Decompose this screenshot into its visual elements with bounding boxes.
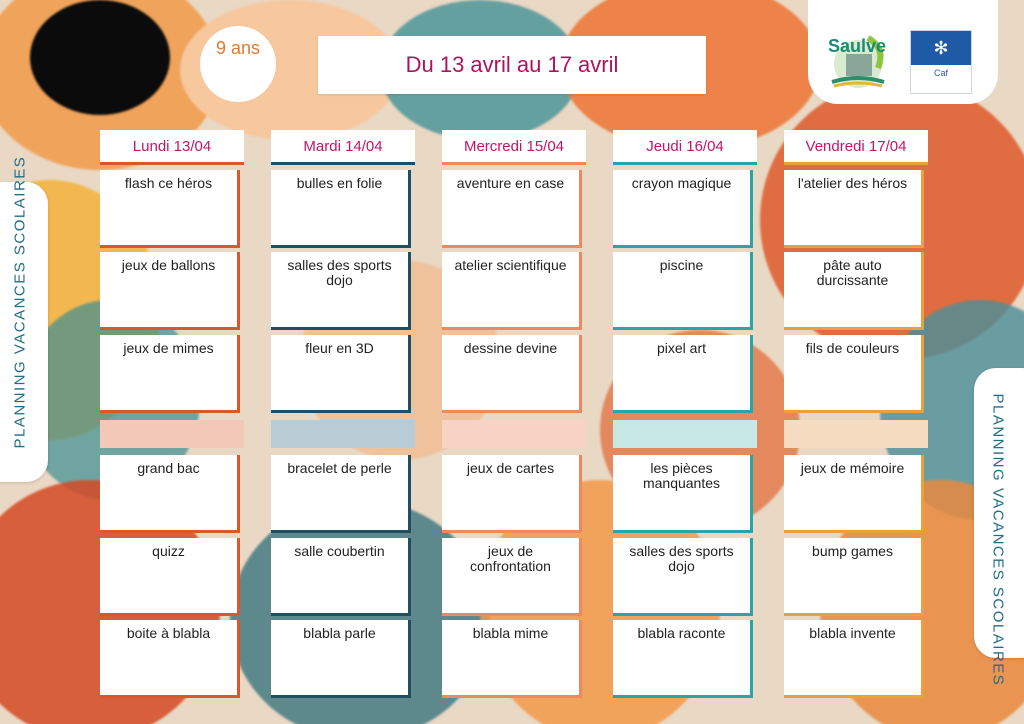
- caf-label: Caf: [933, 68, 948, 78]
- activity-cell: [784, 620, 924, 698]
- logo-panel: [808, 0, 998, 104]
- activity-cell: [613, 538, 753, 616]
- activity-label: crayon magique: [631, 175, 732, 191]
- break-band: [442, 420, 586, 448]
- activity-cell: [784, 335, 924, 413]
- activity-cell: [784, 538, 924, 616]
- activity-cell: [271, 538, 411, 616]
- activity-cell: [442, 170, 582, 248]
- activity-label: quizz: [152, 543, 185, 559]
- activity-cell: [442, 455, 582, 533]
- page-title: Du 13 avril au 17 avril: [405, 52, 619, 77]
- activity-label: boite à blabla: [126, 625, 211, 641]
- activity-cell: [613, 335, 753, 413]
- side-label-left: PLANNING VACANCES SCOLAIRES: [11, 155, 29, 449]
- activity-cell: [100, 620, 240, 698]
- activity-label: dessine devine: [463, 340, 558, 356]
- activity-label: blabla parle: [303, 625, 376, 641]
- activity-label: salle coubertin: [294, 543, 385, 559]
- activity-label: salles des sports dojo: [287, 257, 392, 288]
- activity-cell: [100, 170, 240, 248]
- activity-cell: [271, 455, 411, 533]
- activity-cell: [613, 252, 753, 330]
- day-header: Lundi 13/04: [100, 130, 244, 165]
- activity-cell: [271, 170, 411, 248]
- activity-label: flash ce héros: [124, 175, 213, 191]
- activity-cell: [442, 252, 582, 330]
- activity-cell: [784, 252, 924, 330]
- activity-label: blabla mime: [472, 625, 549, 641]
- activity-cell: [100, 335, 240, 413]
- activity-label: l'atelier des héros: [797, 175, 908, 191]
- activity-cell: [442, 538, 582, 616]
- activity-cell: [613, 170, 753, 248]
- break-band: [613, 420, 757, 448]
- activity-label: aventure en case: [456, 175, 565, 191]
- day-header: Jeudi 16/04: [613, 130, 757, 165]
- title-box: [318, 36, 706, 94]
- break-band: [271, 420, 415, 448]
- activity-label: grand bac: [137, 460, 200, 476]
- activity-label: salles des sports dojo: [629, 543, 734, 574]
- activity-label: jeux de mimes: [123, 340, 214, 356]
- activity-cell: [100, 455, 240, 533]
- activity-cell: [784, 170, 924, 248]
- side-label-right: PLANNING VACANCES SCOLAIRES: [989, 393, 1007, 687]
- activity-label: jeux de confrontation: [470, 543, 551, 574]
- activity-cell: [271, 620, 411, 698]
- activity-label: piscine: [659, 257, 704, 273]
- activity-label: pixel art: [656, 340, 707, 356]
- activity-label: blabla raconte: [637, 625, 726, 641]
- activity-label: fils de couleurs: [805, 340, 900, 356]
- activity-cell: [100, 252, 240, 330]
- activity-label: fleur en 3D: [305, 340, 374, 356]
- break-band: [784, 420, 928, 448]
- activity-label: jeux de mémoire: [800, 460, 905, 476]
- activity-label: les pièces manquantes: [642, 460, 721, 491]
- activity-cell: [100, 538, 240, 616]
- activity-cell: [442, 335, 582, 413]
- activity-cell: [613, 455, 753, 533]
- activity-cell: [271, 335, 411, 413]
- caf-logo: ✻ Caf: [910, 30, 972, 94]
- activity-label: jeux de cartes: [466, 460, 555, 476]
- break-band: [100, 420, 244, 448]
- activity-label: blabla invente: [809, 625, 896, 641]
- activity-cell: [784, 455, 924, 533]
- activity-label: bulles en folie: [296, 175, 383, 191]
- activity-cell: [442, 620, 582, 698]
- day-header: Mercredi 15/04: [442, 130, 586, 165]
- day-header: Mardi 14/04: [271, 130, 415, 165]
- activity-label: atelier scientifique: [454, 257, 567, 273]
- activity-label: bump games: [812, 543, 893, 559]
- activity-label: jeux de ballons: [121, 257, 216, 273]
- activity-cell: [271, 252, 411, 330]
- day-header: Vendredi 17/04: [784, 130, 928, 165]
- age-label: 9 ans: [215, 38, 261, 58]
- activity-label: pâte auto durcissante: [816, 257, 889, 288]
- city-logo: Saulve: [826, 30, 890, 92]
- activity-cell: [613, 620, 753, 698]
- activity-label: bracelet de perle: [287, 460, 392, 476]
